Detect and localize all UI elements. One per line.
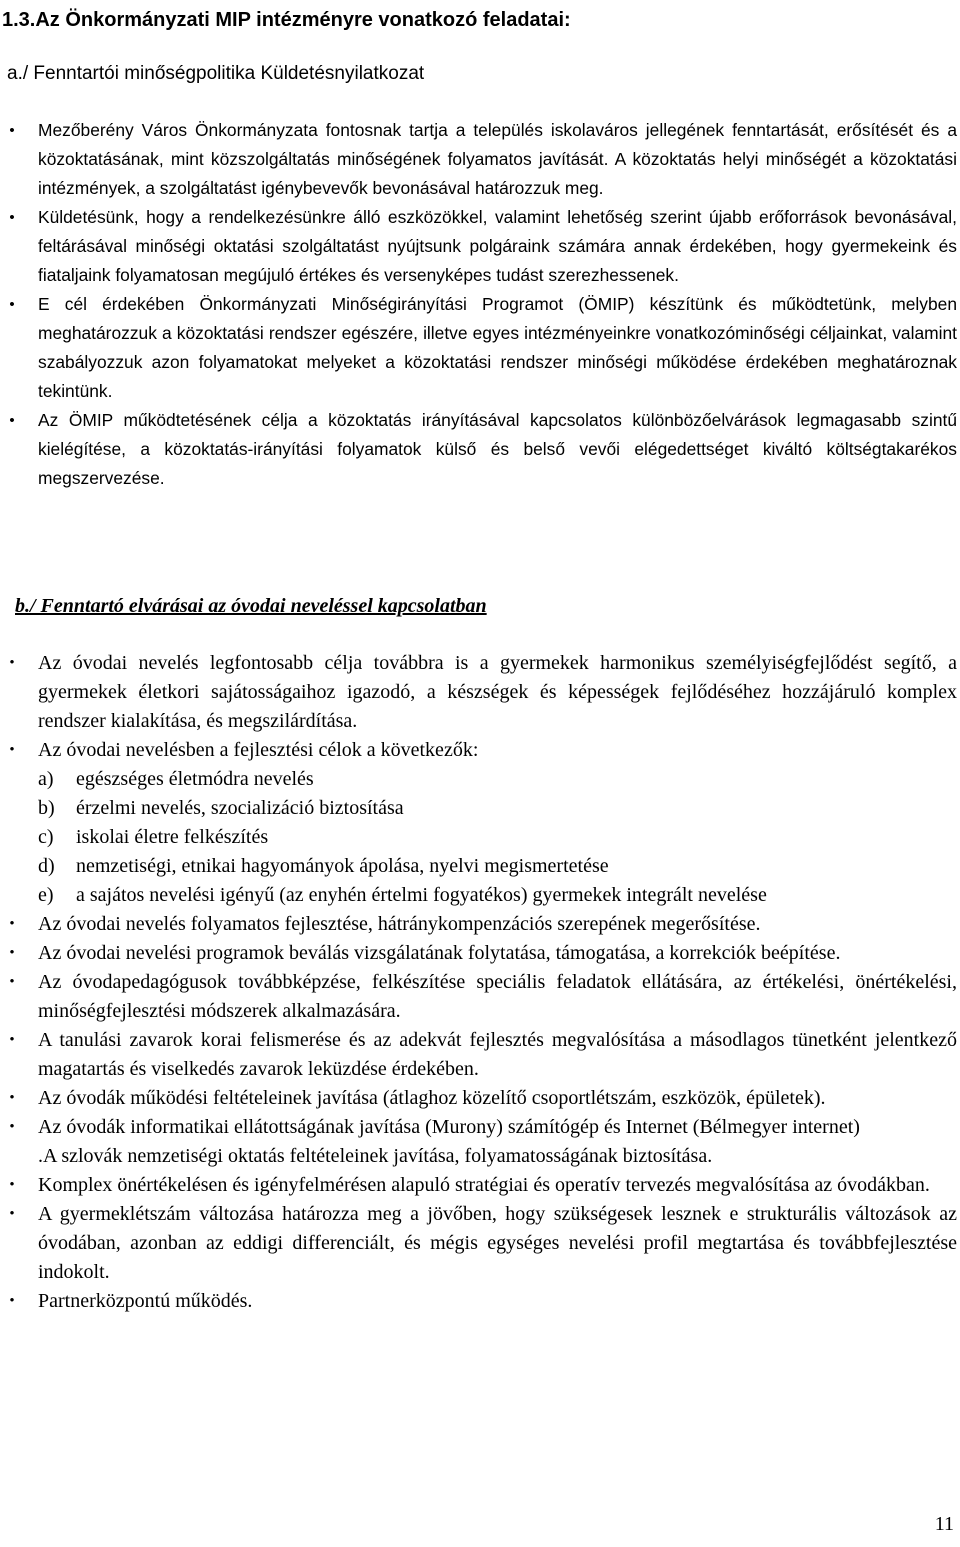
list-item bbox=[0, 1287, 960, 1316]
sub-list-text: egészséges életmódra nevelés bbox=[76, 768, 314, 790]
bullet-icon: • bbox=[9, 1293, 15, 1309]
list-item-text: Az ÖMIP működtetésének célja a közoktatás irányításával kapcsolatos különbözőelvárások legmagasabb szintű kielégítése, a közoktatás-irányítási folyamatok külső és belső vevői elégedettséget kiváltó költségtakarékos megszervezése. bbox=[38, 410, 957, 488]
bullet-icon: • bbox=[9, 974, 15, 990]
sub-list-item bbox=[0, 881, 960, 910]
list-item-text: Az óvodapedagógusok továbbképzése, felkészítése speciális feladatok ellátására, az értékelési, önértékelési, minőségfejlesztési módszerek alkalmazására. bbox=[38, 971, 957, 1022]
list-item-text: A gyermeklétszám változása határozza meg a jövőben, hogy szükségesek lesznek e strukturális változások az óvodában, azonban az eddigi differenciált, és mégis egységes nevelési profil megtartása és továbbfejlesztése indokolt. bbox=[38, 1203, 957, 1283]
list-item bbox=[0, 116, 960, 203]
list-item-text: Az óvodai nevelésben a fejlesztési célok a következők: bbox=[38, 739, 479, 761]
sub-list-text: nemzetiségi, etnikai hagyományok ápolása, nyelvi megismertetése bbox=[76, 855, 609, 877]
sub-list-marker: b) bbox=[38, 797, 55, 819]
list-item-text: Az óvodák informatikai ellátottságának javítása (Murony) számítógép és Internet (Bélmegyer internet) bbox=[38, 1116, 860, 1138]
bullet-icon: • bbox=[9, 209, 15, 226]
list-item bbox=[0, 736, 960, 765]
kindergarten-expectations-list bbox=[0, 649, 960, 1316]
list-item bbox=[0, 910, 960, 939]
list-item bbox=[0, 939, 960, 968]
sub-list-text: iskolai életre felkészítés bbox=[76, 826, 269, 848]
list-item bbox=[0, 203, 960, 290]
sub-list-text: a sajátos nevelési igényű (az enyhén értelmi fogyatékos) gyermekek integrált nevelése bbox=[76, 884, 767, 906]
subsection-title-b: b./ Fenntartó elvárásai az óvodai neveléssel kapcsolatban bbox=[15, 595, 487, 617]
sub-list-item bbox=[0, 823, 960, 852]
bullet-icon: • bbox=[9, 1206, 15, 1222]
bullet-icon: • bbox=[9, 1032, 15, 1048]
bullet-icon: • bbox=[9, 945, 15, 961]
bullet-icon: • bbox=[9, 742, 15, 758]
mission-statement-list bbox=[0, 116, 960, 493]
list-item bbox=[0, 649, 960, 736]
bullet-icon: • bbox=[9, 1090, 15, 1106]
subsection-title-a: a./ Fenntartói minőségpolitika Küldetésnyilatkozat bbox=[7, 63, 425, 84]
bullet-icon: • bbox=[9, 1177, 15, 1193]
list-item bbox=[0, 1200, 960, 1287]
list-item-text: A tanulási zavarok korai felismerése és az adekvát fejlesztés megvalósítása a másodlagos tünetként jelentkező magatartás és viselkedés zavarok leküzdése érdekében. bbox=[38, 1029, 957, 1080]
bullet-icon: • bbox=[9, 916, 15, 932]
list-item-text: Az óvodák működési feltételeinek javítása (átlaghoz közelítő csoportlétszám, eszközök, épületek). bbox=[38, 1087, 826, 1109]
bullet-icon: • bbox=[9, 296, 15, 313]
list-item bbox=[0, 968, 960, 1026]
list-item-text: E cél érdekében Önkormányzati Minőségirányítási Programot (ÖMIP) készítünk és működtetünk, melyben meghatározzuk a közoktatási rendszer egészére, illetve egyes intézményeinkre vonatkozóminőségi céljainkat, valamint szabályozzuk azon folyamatokat melyeket a közoktatási rendszer minőségi működése érdekében meghatároznak tekintünk. bbox=[38, 294, 957, 401]
list-item-text: Partnerközpontú működés. bbox=[38, 1290, 253, 1312]
list-item-text: .A szlovák nemzetiségi oktatás feltételeinek javítása, folyamatosságának biztosítása. bbox=[38, 1145, 713, 1167]
list-item-text: Az óvodai nevelés legfontosabb célja továbbra is a gyermekek harmonikus személyiségfejlődést segítő, a gyermekek életkori sajátosságaihoz igazodó, a készségek és képességek fejlődéséhez hozzájáruló komplex rendszer kialakítása, és megszilárdítása. bbox=[38, 652, 957, 732]
list-item-text: Az óvodai nevelés folyamatos fejlesztése, hátránykompenzációs szerepének megerősítése. bbox=[38, 913, 761, 935]
list-item bbox=[0, 290, 960, 406]
list-item bbox=[0, 1084, 960, 1113]
sub-list-marker: a) bbox=[38, 768, 54, 790]
list-item bbox=[0, 1171, 960, 1200]
sub-list-text: érzelmi nevelés, szocializáció biztosítása bbox=[76, 797, 404, 819]
sub-list-marker: e) bbox=[38, 884, 54, 906]
page-number: 11 bbox=[934, 1513, 954, 1535]
list-item bbox=[0, 1113, 960, 1142]
list-item-text: Küldetésünk, hogy a rendelkezésünkre álló eszközökkel, valamint lehetőség szerint újabb erőforrások bevonásával, feltárásával minőségi oktatási szolgáltatást nyújtsunk polgáraink számára annak érdekében, hogy gyermekeink és fiataljaink folyamatosan megújuló értékes és versenyképes tudást szerezhessenek. bbox=[38, 207, 957, 285]
sub-list-item bbox=[0, 765, 960, 794]
bullet-icon: • bbox=[9, 122, 15, 139]
list-item-text: Komplex önértékelésen és igényfelmérésen alapuló stratégiai és operatív tervezés megvalósítása az óvodákban. bbox=[38, 1174, 930, 1196]
sub-list-marker: d) bbox=[38, 855, 55, 877]
list-item-text: Mezőberény Város Önkormányzata fontosnak tartja a település iskolaváros jellegének fenntartását, erősítését és a közoktatásának, mint közszolgáltatás minőségének folyamatos javítását. A közoktatás helyi minőségét a közoktatási intézmények, a szolgáltatást igénybevevők bevonásával határozzuk meg. bbox=[38, 120, 957, 198]
bullet-icon: • bbox=[9, 412, 15, 429]
list-item bbox=[0, 1026, 960, 1084]
list-item-continuation bbox=[0, 1142, 960, 1171]
bullet-icon: • bbox=[9, 655, 15, 671]
section-heading: 1.3.Az Önkormányzati MIP intézményre vonatkozó feladatai: bbox=[2, 9, 571, 31]
sub-list-item bbox=[0, 794, 960, 823]
list-item bbox=[0, 406, 960, 493]
sub-list-marker: c) bbox=[38, 826, 54, 848]
sub-list-item bbox=[0, 852, 960, 881]
bullet-icon: • bbox=[9, 1119, 15, 1135]
list-item-text: Az óvodai nevelési programok beválás vizsgálatának folytatása, támogatása, a korrekciók beépítése. bbox=[38, 942, 841, 964]
